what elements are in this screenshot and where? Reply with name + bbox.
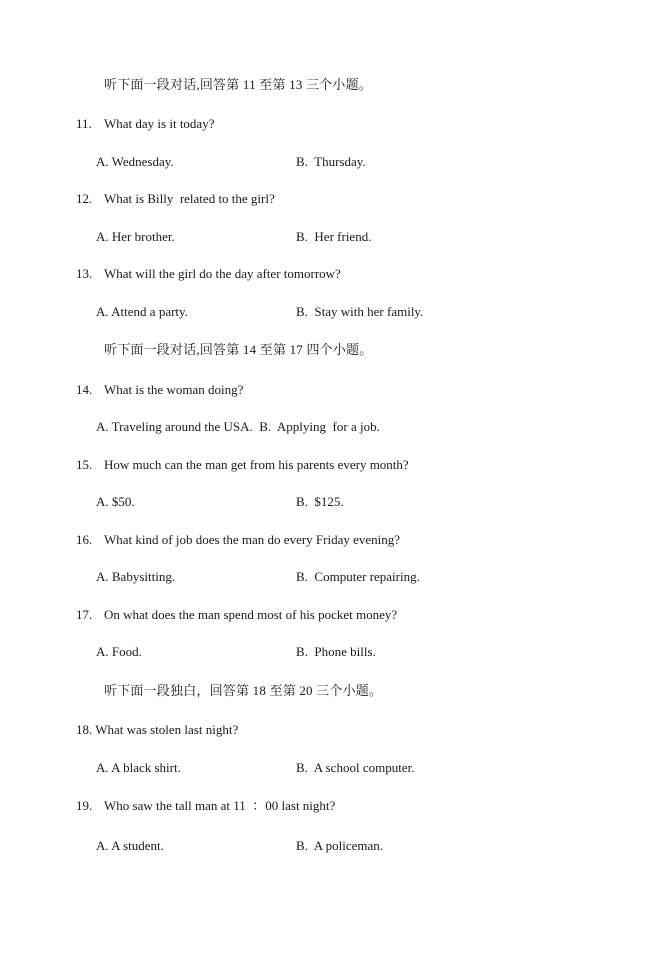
question-number: 14.	[76, 382, 93, 397]
option-a: A. Babysitting.	[96, 569, 176, 584]
question-number: 12.	[76, 191, 93, 206]
question-text: What will the girl do the day after tomorrow?	[104, 266, 341, 281]
question-text: What is Billy related to the girl?	[104, 191, 275, 206]
option-b: B. A policeman.	[296, 838, 384, 853]
option-b: B. Her friend.	[296, 229, 372, 244]
option-a: A. Attend a party.	[96, 304, 188, 319]
option-a: A. A student.	[96, 838, 164, 853]
question-text: What kind of job does the man do every Friday evening?	[104, 532, 401, 547]
option-a: A. A black shirt.	[96, 760, 181, 775]
question-text: What day is it today?	[104, 116, 215, 131]
option-a: A. Wednesday.	[96, 154, 174, 169]
option-b: B. Phone bills.	[296, 644, 376, 659]
section-instruction: 听下面一段独白，回答第 18 至第 20 三个小题。	[104, 683, 383, 698]
question-text: How much can the man get from his parents every month?	[104, 457, 409, 472]
options-line: A. Traveling around the USA. B. Applying for a job.	[96, 419, 380, 434]
section-instruction: 听下面一段对话,回答第 14 至第 17 四个小题。	[104, 342, 373, 357]
section-instruction: 听下面一段对话,回答第 11 至第 13 三个小题。	[104, 77, 372, 92]
question-number: 11.	[76, 116, 92, 131]
option-b: B. $125.	[296, 494, 344, 509]
question-text: 18. What was stolen last night?	[76, 722, 239, 737]
option-a: A. $50.	[96, 494, 135, 509]
question-text: Who saw the tall man at 11 ：00 last night?	[104, 798, 336, 813]
question-number: 15.	[76, 457, 93, 472]
option-b: B. Thursday.	[296, 154, 366, 169]
option-b: B. A school computer.	[296, 760, 415, 775]
option-b: B. Stay with her family.	[296, 304, 424, 319]
question-text: On what does the man spend most of his pocket money?	[104, 607, 398, 622]
question-number: 16.	[76, 532, 93, 547]
question-number: 13.	[76, 266, 93, 281]
option-a: A. Food.	[96, 644, 142, 659]
option-a: A. Her brother.	[96, 229, 175, 244]
question-number: 19.	[76, 798, 93, 813]
option-b: B. Computer repairing.	[296, 569, 420, 584]
question-text: What is the woman doing?	[104, 382, 244, 397]
question-number: 17.	[76, 607, 93, 622]
